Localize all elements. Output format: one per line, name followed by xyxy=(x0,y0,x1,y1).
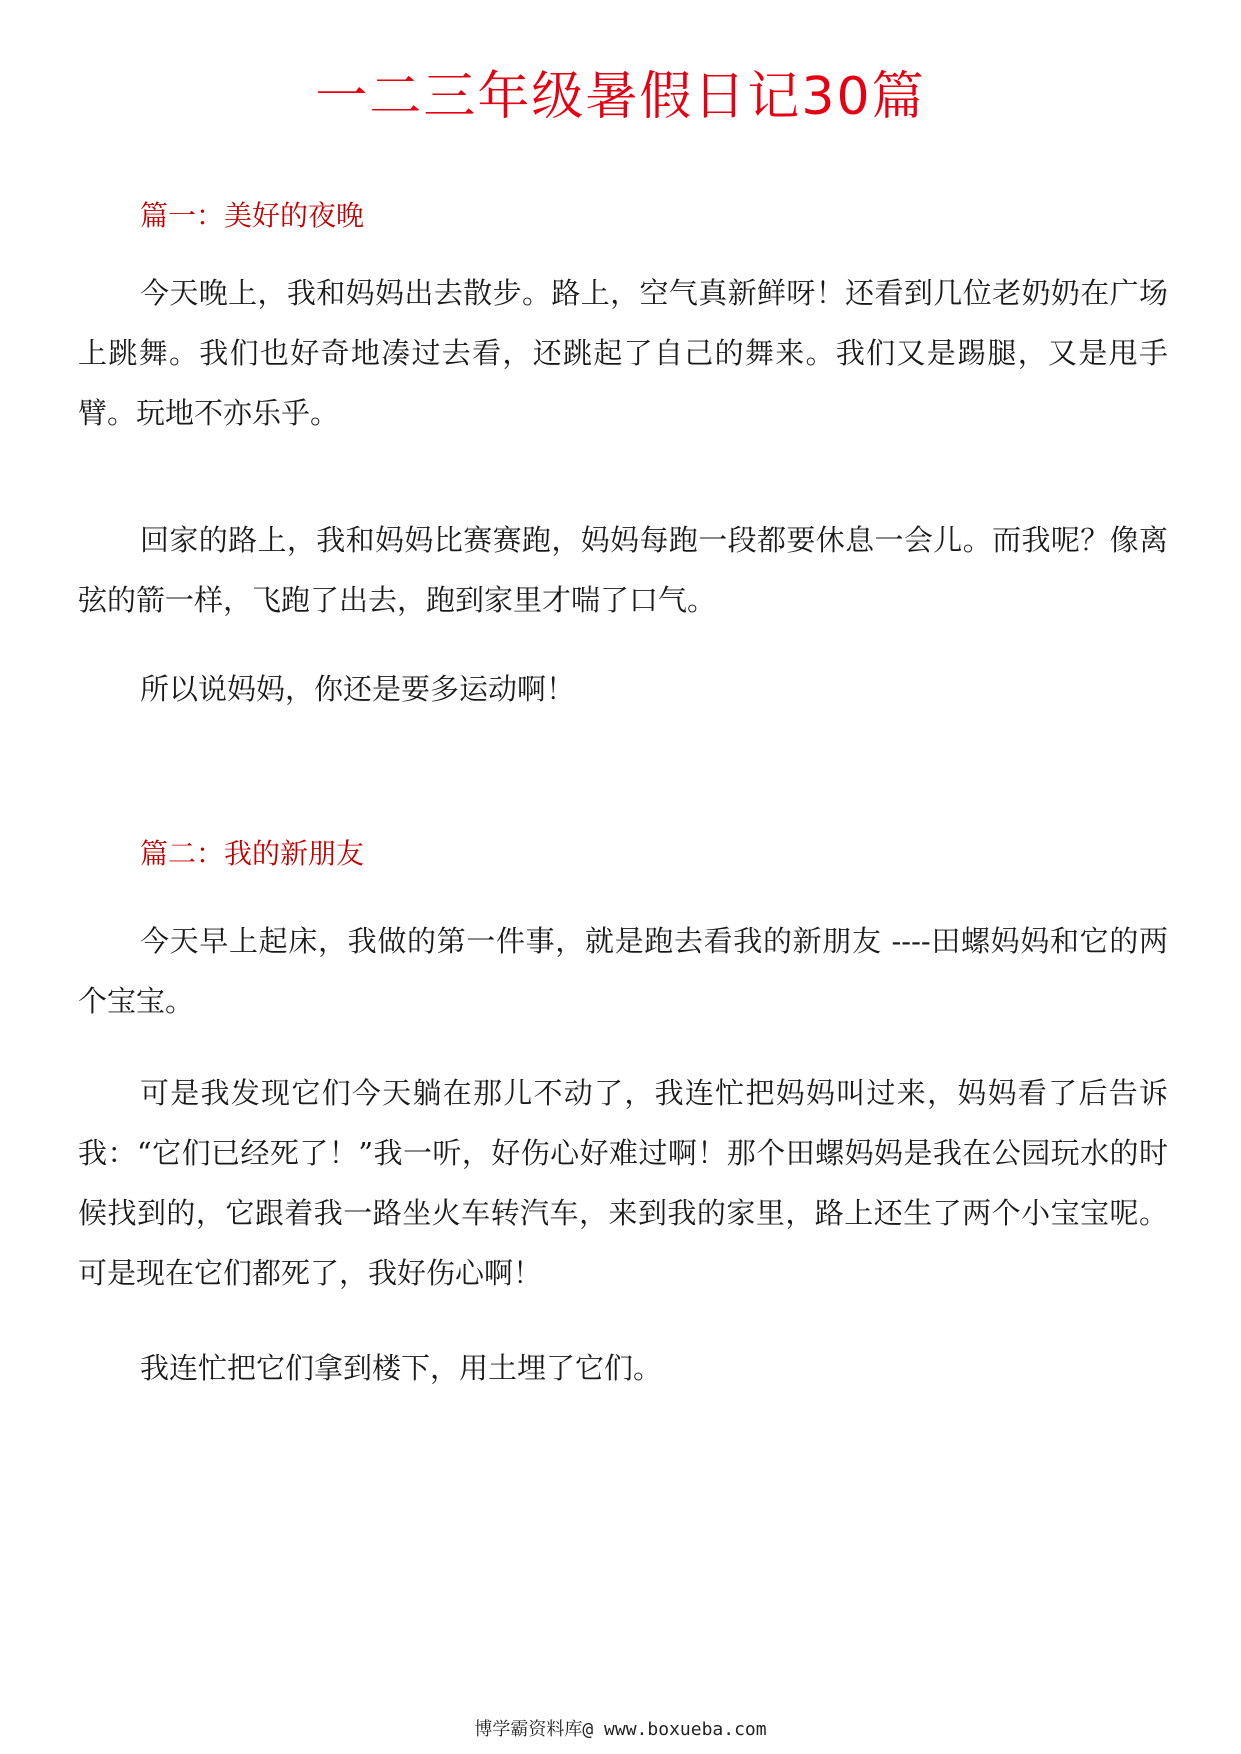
section-1-paragraph-3: 所以说妈妈，你还是要多运动啊！ xyxy=(140,672,576,706)
document-title: 一二三年级暑假日记30篇 xyxy=(315,67,926,127)
section-1-paragraph-1: 今天晚上，我和妈妈出去散步。路上，空气真新鲜呀！还看到几位老奶奶在广场上跳舞。我们也好奇地凑过去看，还跳起了自己的舞来。我们又是踢腿，又是甩手臂。玩地不亦乐乎。 xyxy=(78,276,1168,430)
section-2-paragraph-3: 我连忙把它们拿到楼下，用土埋了它们。 xyxy=(140,1351,663,1385)
section-heading-2: 篇二：我的新朋友 xyxy=(140,837,365,870)
footer-watermark-text: 博学霸资料库@ www.boxueba.com xyxy=(474,1719,767,1740)
section-heading-1: 篇一：美好的夜晚 xyxy=(140,199,365,232)
section-2-paragraph-2: 可是我发现它们今天躺在那儿不动了，我连忙把妈妈叫过来，妈妈看了后告诉我：“它们已经死了！”我一听，好伤心好难过啊！那个田螺妈妈是我在公园玩水的时候找到的，它跟着我一路坐火车转汽车，来到我的家里，路上还生了两个小宝宝呢。可是现在它们都死了，我好伤心啊！ xyxy=(78,1076,1168,1290)
section-1-paragraph-2: 回家的路上，我和妈妈比赛赛跑，妈妈每跑一段都要休息一会儿。而我呢？像离弦的箭一样，飞跑了出去，跑到家里才喘了口气。 xyxy=(78,523,1168,617)
section-2-paragraph-1: 今天早上起床，我做的第一件事，就是跑去看我的新朋友 ----田螺妈妈和它的两个宝宝。 xyxy=(78,924,1168,1018)
